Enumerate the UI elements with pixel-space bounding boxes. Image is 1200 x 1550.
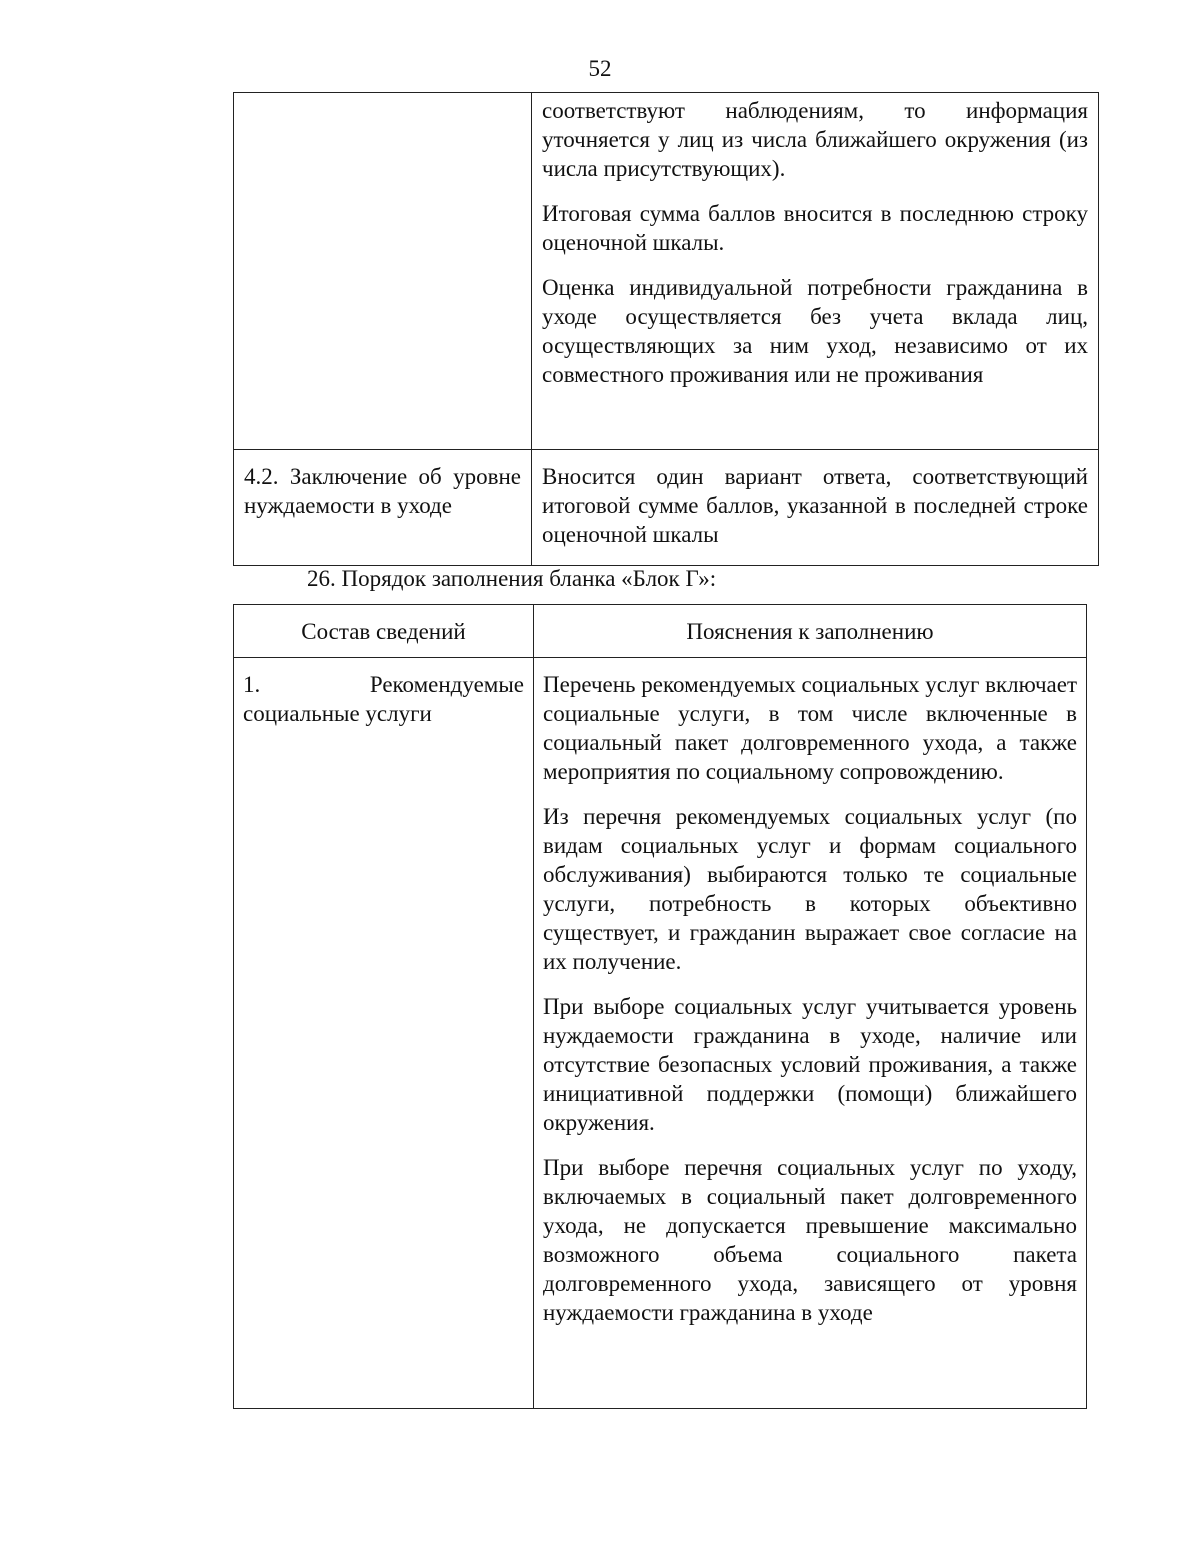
table-cell-empty [234, 93, 532, 450]
item-label: 4.2. Заключение об уровне нуждаемости в уходе [244, 464, 521, 518]
section-heading: 26. Порядок заполнения бланка «Блок Г»: [307, 566, 717, 591]
table-cell-explanation [534, 658, 1087, 1409]
column-header-explanations: Пояснения к заполнению [534, 605, 1087, 658]
paragraph: соответствуют наблюдениям, то информация уточняется у лиц из числа ближайшего окружения (из числа присутствующих). [542, 98, 1088, 181]
paragraph: Перечень рекомендуемых социальных услуг включает социальные услуги, в том числе включенные в социальный пакет долговременного ухода, а также мероприятия по социальному сопровождению. [543, 672, 1077, 784]
paragraph: Оценка индивидуальной потребности гражданина в уходе осуществляется без учета вклада лиц, осуществляющих за ним уход, независимо от их совместного проживания или не проживания [542, 275, 1088, 387]
table-cell-item [234, 658, 534, 1409]
block-g-table [233, 604, 1087, 1409]
table-cell-explanation [532, 93, 1099, 450]
table-cell-item [234, 450, 532, 566]
paragraph: При выборе перечня социальных услуг по уходу, включаемых в социальный пакет долговременного ухода, не допускается превышение максимально возможного объема социального пакета долговременного ухода, зависящего от уровня нуждаемости гражданина в уходе [543, 1155, 1077, 1325]
care-assessment-table-continued [233, 92, 1099, 566]
paragraph: Из перечня рекомендуемых социальных услуг (по видам социальных услуг и формам социального обслуживания) выбираются только те социальные услуги, потребность в которых объективно существует, и гражданин выражает свое согласие на их получение. [543, 804, 1077, 974]
table-row [234, 658, 1087, 1409]
table-header-row [234, 605, 1087, 658]
table-cell-explanation [532, 450, 1099, 566]
paragraph: При выборе социальных услуг учитывается уровень нуждаемости гражданина в уходе, наличие или отсутствие безопасных условий проживания, а также инициативной поддержки (помощи) ближайшего окружения. [543, 994, 1077, 1135]
column-header-composition: Состав сведений [234, 605, 534, 658]
paragraph: Итоговая сумма баллов вносится в последнюю строку оценочной шкалы. [542, 201, 1088, 255]
item-label: 1. Рекомендуемые социальные услуги [243, 672, 524, 726]
table-row [234, 450, 1099, 566]
table-row [234, 93, 1099, 450]
paragraph: Вносится один вариант ответа, соответствующий итоговой сумме баллов, указанной в последней строке оценочной шкалы [542, 464, 1088, 547]
page-number: 52 [588, 56, 612, 81]
